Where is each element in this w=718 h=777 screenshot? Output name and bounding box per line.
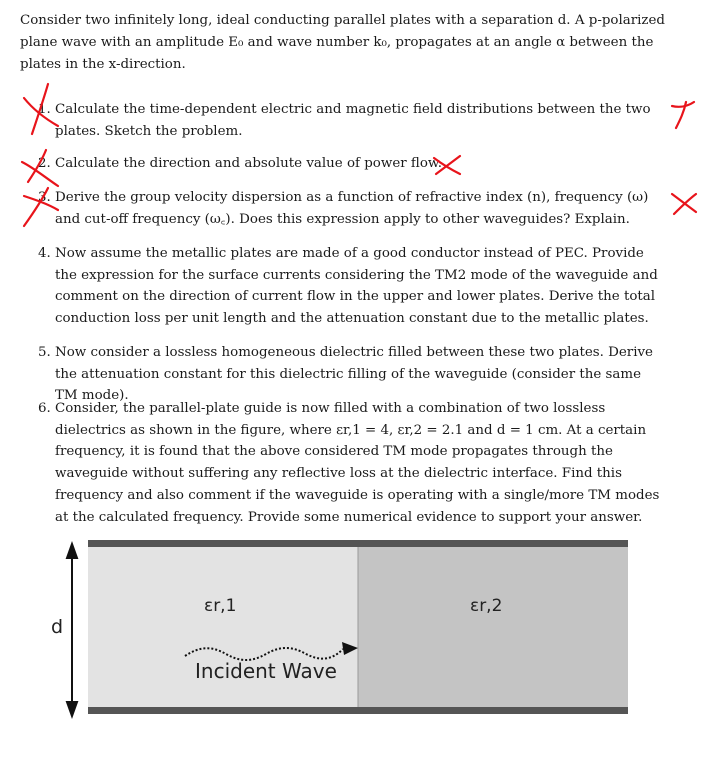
question-2 bbox=[38, 153, 662, 175]
question-number: 6. bbox=[38, 401, 51, 416]
handwritten-cross-mark bbox=[668, 190, 702, 218]
top-plate bbox=[88, 540, 628, 547]
question-number: 5. bbox=[38, 345, 51, 360]
question-4 bbox=[38, 243, 662, 330]
incident-wave-label: Incident Wave bbox=[195, 659, 337, 683]
question-number: 2. bbox=[38, 156, 51, 171]
question-number: 3. bbox=[38, 190, 51, 205]
question-text: Now consider a lossless homogeneous dielectric filled between these two plates. Derive the attenuation constant for this dielectric filling of the waveguide (consider the same TM mode). bbox=[55, 345, 653, 404]
dielectric-region-1 bbox=[88, 546, 358, 708]
question-text: Consider, the parallel-plate guide is now filled with a combination of two lossless dielectrics as shown in the figure, where εr,1 = 4, εr,2 = 2.1 and d = 1 cm. At a certain frequency, it is found that the above considered TM mode propagates through the waveguide without suffering any reflective loss at the dielectric interface. Find this frequency and also comment if the waveguide is operating with a single/more TM modes at the calculated frequency. Provide some numerical evidence to support your answer. bbox=[55, 401, 660, 525]
question-text: Calculate the direction and absolute value of power flow. bbox=[55, 156, 443, 171]
question-3 bbox=[38, 187, 662, 230]
question-1 bbox=[38, 99, 662, 142]
waveguide-figure bbox=[0, 530, 718, 730]
bottom-plate bbox=[88, 707, 628, 714]
question-number: 4. bbox=[38, 246, 51, 261]
permittivity-2-label: εr,2 bbox=[470, 596, 503, 616]
separation-label: d bbox=[51, 616, 64, 638]
permittivity-1-label: εr,1 bbox=[204, 596, 237, 616]
handwritten-cross-mark bbox=[668, 98, 698, 132]
question-text: Calculate the time-dependent electric and magnetic field distributions between the two plates. Sketch the problem. bbox=[55, 102, 651, 139]
problem-intro: Consider two infinitely long, ideal conducting parallel plates with a separation d. A p-polarized plane wave with an amplitude E₀ and wave number k₀, propagates at an angle α between the plates in the x-direction. bbox=[20, 13, 665, 72]
question-text: Derive the group velocity dispersion as a function of refractive index (n), frequency (ω) and cut-off frequency (ω꜀). Does this expression apply to other waveguides? Explain. bbox=[55, 190, 649, 227]
question-number: 1. bbox=[38, 102, 51, 117]
waveguide-drawing bbox=[0, 530, 718, 730]
dielectric-region-2 bbox=[358, 546, 628, 708]
separation-arrow bbox=[67, 544, 77, 716]
question-text: Now assume the metallic plates are made of a good conductor instead of PEC. Provide the expression for the surface currents considering the TM2 mode of the waveguide and comment on the direction of current flow in the upper and lower plates. Derive the total conduction loss per unit length and the attenuation constant due to the metallic plates. bbox=[55, 246, 658, 327]
question-6 bbox=[38, 398, 662, 528]
